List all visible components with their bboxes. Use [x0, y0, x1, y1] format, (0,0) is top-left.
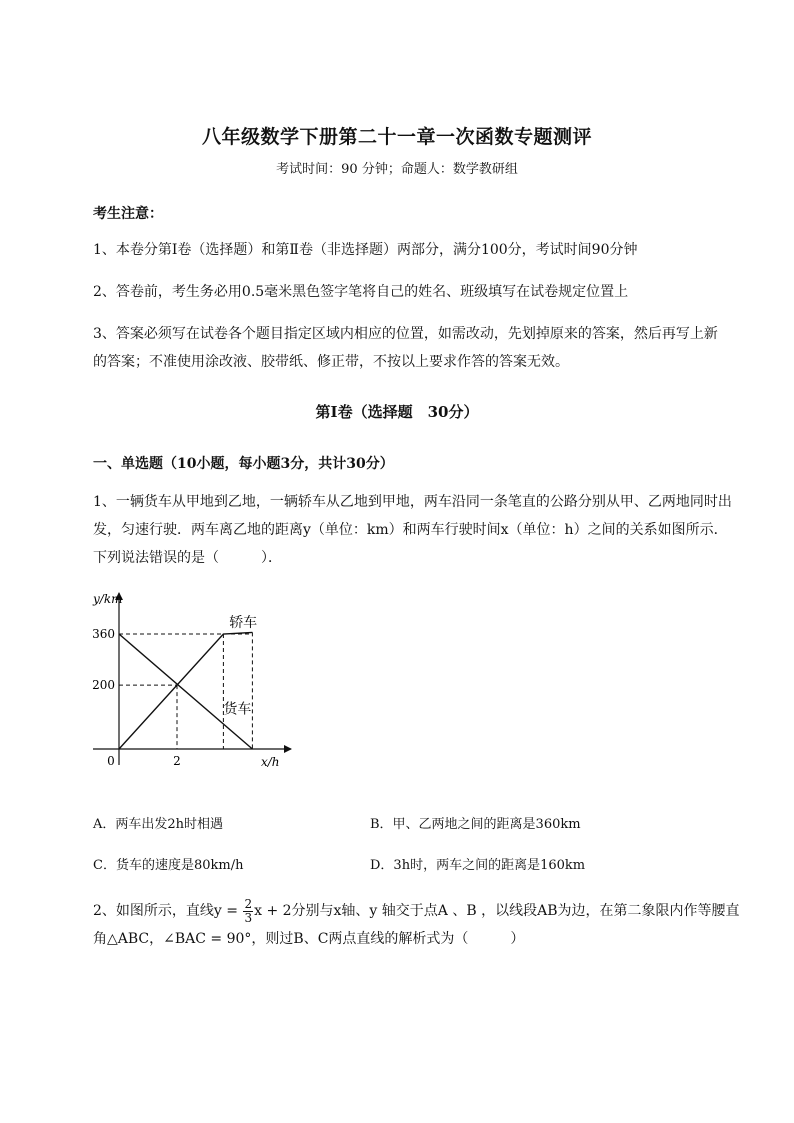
note-item: 1、本卷分第Ⅰ卷（选择题）和第Ⅱ卷（非选择题）两部分，满分100分，考试时间90分钟 [93, 242, 638, 258]
fraction [243, 898, 253, 925]
x-axis-label: x/h [261, 755, 280, 769]
origin-label: 0 [107, 754, 115, 768]
notes-heading: 考生注意： [93, 206, 163, 222]
y-tick-label: 360 [92, 627, 115, 641]
section-title: 第Ⅰ卷（选择题 30分） [315, 403, 479, 421]
question-2-stem [93, 897, 753, 953]
x-tick-label: 2 [173, 754, 181, 768]
series-line-2 [119, 634, 252, 749]
q2-suffix: x + 2分别与x轴、y 轴交于点A 、B ，以线段AB为边，在第二象限内作等腰直角△ABC，∠BAC = 90°，则过B、C两点直线的解析式为（ ） [93, 903, 740, 947]
option-b[interactable]: B．甲、乙两地之间的距离是360km [370, 817, 581, 832]
y-axis-label: y/km [93, 592, 123, 606]
option-d[interactable]: D．3h时，两车之间的距离是160km [370, 858, 586, 873]
y-tick-label: 200 [92, 678, 115, 693]
distance-time-chart [85, 585, 305, 775]
option-c[interactable]: C．货车的速度是80km/h [93, 858, 244, 873]
exam-info: 考试时间：90 分钟；命题人：数学教研组 [276, 162, 518, 177]
series-label-truck: 货车 [223, 701, 252, 718]
series-label-car: 轿车 [229, 615, 258, 631]
fraction-denominator: 3 [244, 910, 253, 925]
page-title: 八年级数学下册第二十一章一次函数专题测评 [201, 126, 592, 148]
note-item: 3、答案必须写在试卷各个题目指定区域内相应的位置，如需改动，先划掉原来的答案，然后再写上新的答案；不准使用涂改液、胶带纸、修正带，不按以上要求作答的答案无效。 [93, 326, 718, 370]
question-1-stem: 1、一辆货车从甲地到乙地，一辆轿车从乙地到甲地，两车沿同一条笔直的公路分别从甲、乙两地同时出发，匀速行驶．两车离乙地的距离y（单位：km）和两车行驶时间x（单位：h）之间的关系如图所示．下列说法错误的是（ ）． [93, 494, 732, 566]
part-heading: 一、单选题（10小题，每小题3分，共计30分） [93, 456, 394, 472]
option-a[interactable]: A．两车出发2h时相遇 [93, 817, 224, 832]
q2-prefix: 2、如图所示，直线y = [93, 903, 243, 919]
fraction-numerator: 2 [244, 896, 253, 911]
note-item: 2、答卷前，考生务必用0.5毫米黑色签字笔将自己的姓名、班级填写在试卷规定位置上 [93, 284, 629, 300]
